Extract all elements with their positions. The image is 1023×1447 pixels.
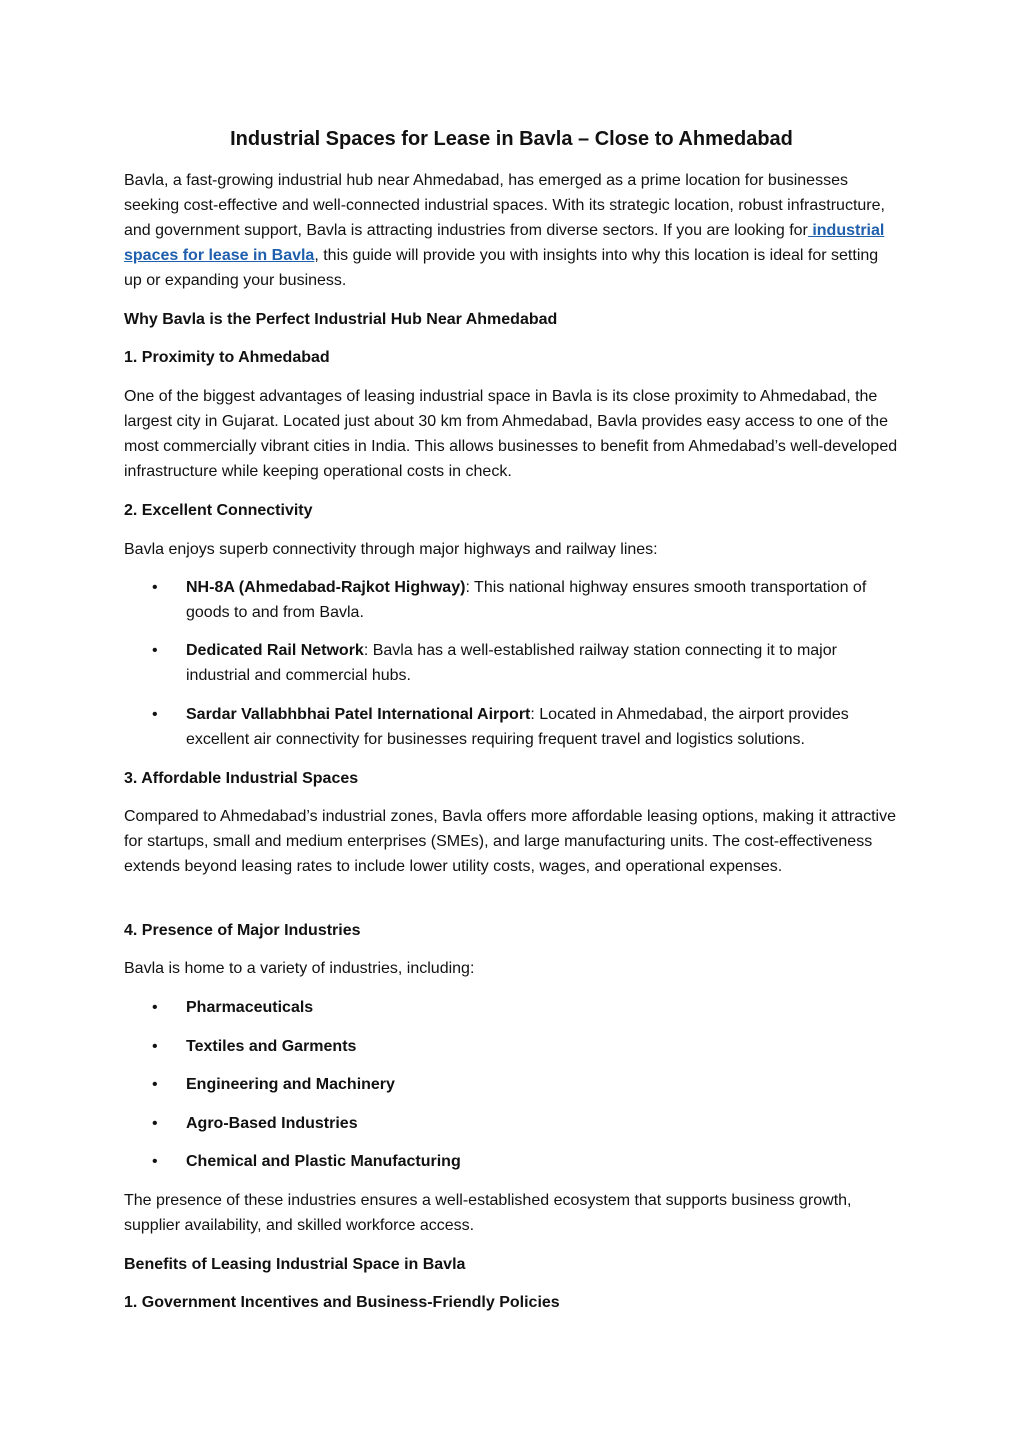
bullet-glyph: •	[152, 1153, 158, 1170]
industrial-spaces-link[interactable]: industrial spaces for lease in Bavla	[124, 222, 885, 264]
intro-text-after: , this guide will provide you with insights into why this location is ideal for setting up or expanding your business.	[124, 247, 879, 289]
industry-item: Pharmaceuticals	[186, 999, 314, 1016]
heading-government-incentives: 1. Government Incentives and Business-Friendly Policies	[124, 1294, 560, 1311]
heading-industries: 4. Presence of Major Industries	[124, 922, 361, 939]
proximity-paragraph: One of the biggest advantages of leasing industrial space in Bavla is its close proximity to Ahmedabad, the largest city in Gujarat. Located just about 30 km from Ahmedabad, Bavla provides easy access to one of the most commercially vibrant cities in India. This allows businesses to benefit from Ahmedabad’s well-developed infrastructure while keeping operational costs in check.	[124, 388, 898, 480]
bullet-glyph: •	[152, 579, 158, 596]
list-item-text: : Bavla has a well-established railway station connecting it to major industrial and commercial hubs.	[186, 642, 837, 684]
industry-item: Engineering and Machinery	[186, 1076, 395, 1093]
section-heading-benefits: Benefits of Leasing Industrial Space in Bavla	[124, 1256, 466, 1273]
intro-paragraph	[124, 168, 899, 293]
heading-proximity: 1. Proximity to Ahmedabad	[124, 349, 330, 366]
bullet-glyph: •	[152, 1038, 158, 1055]
heading-affordable: 3. Affordable Industrial Spaces	[124, 770, 359, 787]
heading-connectivity: 2. Excellent Connectivity	[124, 502, 313, 519]
industry-item: Chemical and Plastic Manufacturing	[186, 1153, 461, 1170]
bullet-glyph: •	[152, 642, 158, 659]
bullet-glyph: •	[152, 1076, 158, 1093]
industry-item: Textiles and Garments	[186, 1038, 357, 1055]
list-item-bold: NH-8A (Ahmedabad-Rajkot Highway)	[186, 579, 466, 596]
list-item-text: : This national highway ensures smooth transportation of goods to and from Bavla.	[186, 579, 867, 621]
industries-outro: The presence of these industries ensures a well-established ecosystem that supports business growth, supplier availability, and skilled workforce access.	[124, 1192, 852, 1234]
industry-item: Agro-Based Industries	[186, 1115, 358, 1132]
page-title: Industrial Spaces for Lease in Bavla – Close to Ahmedabad	[230, 128, 793, 150]
list-item-bold: Dedicated Rail Network	[186, 642, 364, 659]
bullet-glyph: •	[152, 706, 158, 723]
intro-text-before: Bavla, a fast-growing industrial hub near Ahmedabad, has emerged as a prime location for businesses seeking cost-effective and well-connected industrial spaces. With its strategic location, robust infrastructure, and government support, Bavla is attracting industries from diverse sectors. If you are looking for	[124, 172, 885, 239]
affordable-paragraph: Compared to Ahmedabad’s industrial zones, Bavla offers more affordable leasing options, making it attractive for startups, small and medium enterprises (SMEs), and large manufacturing units. The cost-effectiveness extends beyond leasing rates to include lower utility costs, wages, and operational expenses.	[124, 808, 896, 875]
section-heading-why: Why Bavla is the Perfect Industrial Hub Near Ahmedabad	[124, 311, 558, 328]
industries-intro: Bavla is home to a variety of industries, including:	[124, 960, 475, 977]
list-item-bold: Sardar Vallabhbhai Patel International Airport	[186, 706, 531, 723]
bullet-glyph: •	[152, 999, 158, 1016]
bullet-glyph: •	[152, 1115, 158, 1132]
list-item-text: : Located in Ahmedabad, the airport provides excellent air connectivity for businesses requiring frequent travel and logistics solutions.	[186, 706, 849, 748]
connectivity-intro: Bavla enjoys superb connectivity through major highways and railway lines:	[124, 541, 658, 558]
